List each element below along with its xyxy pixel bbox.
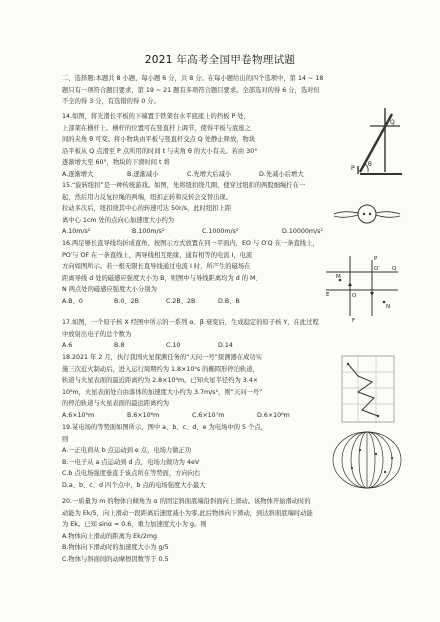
q17-line: 17.如图，一个原子核 X 经图中所示的一系列 α、β 衰变后，生成稳定的原子核 Y，在此过程 <box>62 319 319 326</box>
q14-figure <box>330 104 410 184</box>
q14-line: 14.如图，将光滑长平板的下端置于铁架台水平底座上的挡板 P 处， <box>62 113 250 120</box>
intro-line: 不全的得 3 分，有选错的得 0 分。 <box>62 98 160 106</box>
q19-line: A.一正电荷从 b 点运动到 e 点，电场力做正功 <box>62 447 192 455</box>
q16-label-m: M <box>336 274 341 280</box>
section-intro <box>62 73 398 108</box>
q14-line: 逐渐增大至 60°，物块的下滑时间 t 将 <box>62 159 170 167</box>
q16-line: PO′与 OF 在一条直线上，两导线相互绝缘，通有相等的电流 I，电流 <box>62 251 253 259</box>
q14-label-theta: θ <box>368 161 372 168</box>
option-b: B.6×10⁶m <box>127 411 160 419</box>
q16-label-q: Q <box>392 266 397 272</box>
q15-line: 起，然后用力反复拉绳的两端，纽扣正转和反转会交替出现。 <box>62 193 233 201</box>
option-d: D.B、B <box>218 297 240 305</box>
option-d: D.先减小后增大 <box>259 170 304 178</box>
q19-line: D.a、b、c、d 四个点中，b 点的电场强度大小最大 <box>62 481 206 489</box>
option-d: D.10000m/s² <box>282 228 323 236</box>
q16-label-o2: O′ <box>374 266 380 272</box>
q20-line: C.物体与斜面间的动摩擦因数等于 0.5 <box>62 555 169 563</box>
q19-line: B.一电子从 a 点运动到 d 点，电场力做功为 4eV <box>62 458 200 466</box>
option-c: C.先增大后减小 <box>187 170 232 178</box>
option-d: D.14 <box>218 342 233 350</box>
option-c: C.1000m/s² <box>202 228 239 236</box>
q14-line: 间的夹角 θ 可变。将小物块由平板与竖直杆交点 Q 处静止释放，物块 <box>62 136 256 144</box>
q18-figure <box>328 352 406 430</box>
q17-options <box>62 340 398 352</box>
q15-figure <box>332 200 402 232</box>
q15-line: 拉动多次后，纽扣绕其中心的转速可达 50r/s，此时纽扣上距 <box>62 205 232 213</box>
q19-line: 19.某电场的等势面如图所示，图中 a、b、c、d、e 为电场中的 5 个点， <box>62 424 267 431</box>
q20-line: 20.一质量为 m 的物体自倾角为 α 的固定斜面底端沿斜面向上滑动。该物体开始滑动时的 <box>62 498 311 505</box>
option-b: B.8 <box>114 342 125 350</box>
q14-line: 上部架在横杆上。横杆的位置可在竖直杆上调节，使得平板与底座之 <box>62 124 251 132</box>
q14-line: 沿平板从 Q 点滑至 P 点所用的时间 t 与夹角 θ 的大小有关。若由 30° <box>62 147 258 155</box>
q14-options <box>62 169 322 181</box>
intro-line: 题只有一项符合题目要求，第 19 ~ 21 题有多项符合题目要求。全部选对的得 6 分，选对但 <box>62 86 320 94</box>
question-14 <box>62 111 322 181</box>
option-a: A.6 <box>62 342 73 350</box>
q16-line: 方向如图所示。若一根无限长直导线通过电流 I 时，所产生的磁场在 <box>62 263 251 271</box>
q20-line: 动能为 Ek/5，向上滑动一段距离后速度减小为零,此后物体向下滑动，到达斜面底端时动能 <box>62 509 313 517</box>
q18-line: 轨道与火星表面的最近距离约为 2.8×10⁵m。已知火星半径约为 3.4× <box>62 377 259 385</box>
q18-line: 的停泊轨道与火星表面的最远距离约为 <box>62 400 170 408</box>
q19-line: 则 <box>62 435 69 443</box>
option-b: B.100m/s² <box>132 228 165 236</box>
q18-line: 18.2021 年 2 月，执行我国火星探测任务的“天问一号”探测器在成功实 <box>62 354 262 361</box>
q19-figure <box>330 428 404 492</box>
option-b: B.0、2B <box>114 297 139 305</box>
option-d: D.6×10⁸m <box>257 411 290 419</box>
option-a: A.6×10⁵m <box>62 411 95 419</box>
option-c: C.2B、2B <box>166 297 196 305</box>
option-c: C.10 <box>166 342 181 350</box>
q16-line: N 两点处的磁感应强度大小分别为 <box>62 286 157 294</box>
q16-label-e: E <box>326 292 330 298</box>
q20-line: B.物体向下滑动时的加速度大小为 g/5 <box>62 544 169 552</box>
q14-label-p: P <box>351 165 355 172</box>
option-a: A.10m/s² <box>62 228 91 236</box>
q16-line: 距离导线 d 处的磁感应强度大小为 B，则图中与导线距离均为 d 的 M、 <box>62 274 262 282</box>
option-a: A.B、0 <box>62 297 83 305</box>
q15-line: 离中心 1cm 处的点向心加速度大小约为 <box>62 216 175 224</box>
q16-label-o: O <box>352 293 357 299</box>
q16-figure <box>322 252 402 324</box>
q16-label-f: F <box>352 318 356 324</box>
q20-line: 为 Ek。已知 sinα = 0.6，重力加速度大小为 g。则 <box>62 521 207 529</box>
q18-line: 10⁶m，火星表面处自由落体的加速度大小约为 3.7m/s²，则“天问一号” <box>62 388 263 396</box>
option-c: C.6×10⁷m <box>192 411 225 419</box>
q16-line: 16.两足够长直导线均折成直角，按图示方式放置在同一平面内，EO 与 O′Q 在一条直线上， <box>62 240 319 247</box>
q14-label-q: Q <box>390 119 395 126</box>
q19-line: C.b 点电场强度垂直于该点所在等势面，方向向右 <box>62 470 201 478</box>
q15-line: 15.“旋转纽扣”是一种传统游戏。如图，先将纽扣绕几圈，使穿过纽扣的两股细绳拧在一 <box>62 182 306 189</box>
q20-line: A.物体向上滑动的距离为 Ek/2mg <box>62 532 158 540</box>
q16-label-p: P <box>374 256 378 262</box>
question-20 <box>62 496 398 566</box>
option-a: A.逐渐增大 <box>62 170 94 178</box>
option-b: B.逐渐减小 <box>127 170 159 178</box>
question-17 <box>62 317 398 352</box>
intro-line: 二、选择题:本题共 8 小题，每小题 6 分，共 8 分。在每小题给出的四个选项中，第 14 ~ 18 <box>62 75 324 82</box>
q18-line: 施三次近火制动后，进入运行周期约为 1.8×10⁵s 的椭圆形停泊轨道， <box>62 365 259 373</box>
page-title: 2021 年高考全国甲卷物理试题 <box>144 54 296 66</box>
q17-line: 中放射出电子的总个数为 <box>62 330 132 338</box>
q16-label-n: N <box>386 304 391 310</box>
